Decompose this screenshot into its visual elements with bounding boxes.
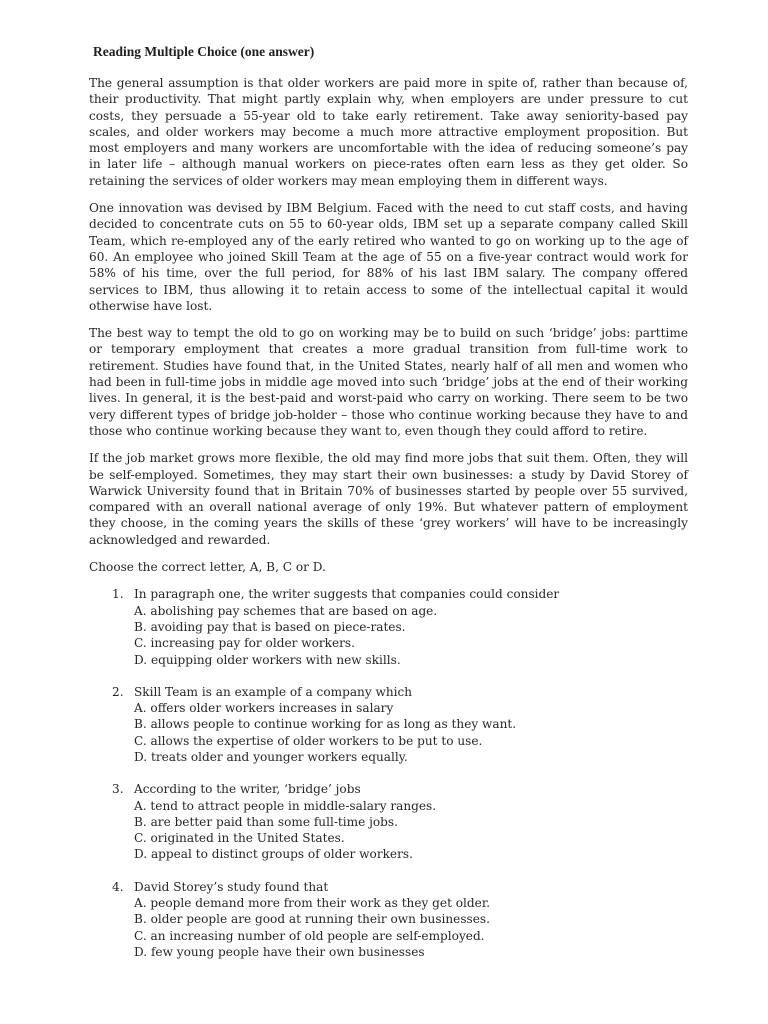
instruction-text: Choose the correct letter, A, B, C or D. [89, 560, 326, 575]
passage-paragraph-3: The best way to tempt the old to go on working may be to build on such ‘bridge’ jobs: parttime or temporary employment that creates a more gradual transition from full-time work to retirement. Studies have found that, in the United States, nearly half of all men and women who had been in full-time jobs in middle age moved into such ‘bridge’ jobs at the end of their working lives. In general, it is the best-paid and worst-paid who carry on working. There seem to be two very different types of bridge job-holder – those who continue working because they have to and those who continue working because they want to, even though they could afford to retire. [89, 326, 688, 438]
passage-paragraph-4: If the job market grows more flexible, the old may find more jobs that suit them. Often, they will be self-employed. Sometimes, they may start their own businesses: a study by David Storey of Warwick University found that in Britain 70% of businesses started by people over 55 survived, compared with an overall national average of only 19%. But whatever pattern of employment they choose, in the coming years the skills of these ‘grey workers’ will have to be increasingly acknowledged and rewarded. [89, 451, 688, 547]
question-stem: David Storey’s study found that [134, 879, 329, 894]
option-d: D. appeal to distinct groups of older workers. [134, 847, 413, 862]
option-c: C. an increasing number of old people are self-employed. [134, 928, 485, 943]
option-c: C. allows the expertise of older workers to be put to use. [134, 733, 483, 748]
option-b: B. older people are good at running their own businesses. [134, 912, 490, 927]
question-list [89, 586, 688, 960]
option-d: D. few young people have their own businesses [134, 944, 425, 959]
question-number: 3. [112, 782, 124, 797]
option-a: A. abolishing pay schemes that are based on age. [134, 603, 438, 618]
option-b: B. are better paid than some full-time jobs. [134, 814, 398, 829]
passage-paragraph-2: One innovation was devised by IBM Belgium. Faced with the need to cut staff costs, and having decided to concentrate cuts on 55 to 60-year olds, IBM set up a separate company called Skill Team, which re-employed any of the early retired who wanted to go on working up to the age of 60. An employee who joined Skill Team at the age of 55 on a five-year contract would work for 58% of his time, over the full period, for 88% of his last IBM salary. The company offered services to IBM, thus allowing it to retain access to some of the intellectual capital it would otherwise have lost. [89, 201, 688, 313]
option-d: D. treats older and younger workers equally. [134, 749, 408, 764]
question-stem: Skill Team is an example of a company which [134, 684, 413, 699]
option-c: C. originated in the United States. [134, 831, 345, 846]
option-a: A. people demand more from their work as they get older. [134, 896, 491, 911]
question-number: 1. [112, 587, 124, 602]
question-3 [89, 781, 688, 862]
question-4 [89, 879, 688, 960]
option-list [134, 798, 688, 863]
question-number: 4. [112, 879, 124, 894]
question-stem: According to the writer, ‘bridge’ jobs [134, 782, 361, 797]
option-b: B. avoiding pay that is based on piece-rates. [134, 619, 406, 634]
question-stem: In paragraph one, the writer suggests that companies could consider [134, 587, 560, 602]
option-list [134, 603, 688, 668]
option-list [134, 700, 688, 765]
option-a: A. tend to attract people in middle-salary ranges. [134, 798, 437, 813]
page-heading: Reading Multiple Choice (one answer) [93, 44, 315, 59]
option-b: B. allows people to continue working for as long as they want. [134, 717, 517, 732]
option-a: A. offers older workers increases in salary [134, 701, 394, 716]
option-d: D. equipping older workers with new skills. [134, 652, 401, 667]
option-list [134, 895, 688, 960]
passage-paragraph-1: The general assumption is that older workers are paid more in spite of, rather than because of, their productivity. That might partly explain why, when employers are under pressure to cut costs, they persuade a 55-year old to take early retirement. Take away seniority-based pay scales, and older workers may become a much more attractive employment proposition. But most employers and many workers are uncomfortable with the idea of reducing someone’s pay in later life – although manual workers on piece-rates often earn less as they get older. So retaining the services of older workers may mean employing them in different ways. [89, 76, 688, 188]
question-number: 2. [112, 684, 124, 699]
question-1 [89, 586, 688, 667]
question-2 [89, 684, 688, 765]
option-c: C. increasing pay for older workers. [134, 636, 355, 651]
